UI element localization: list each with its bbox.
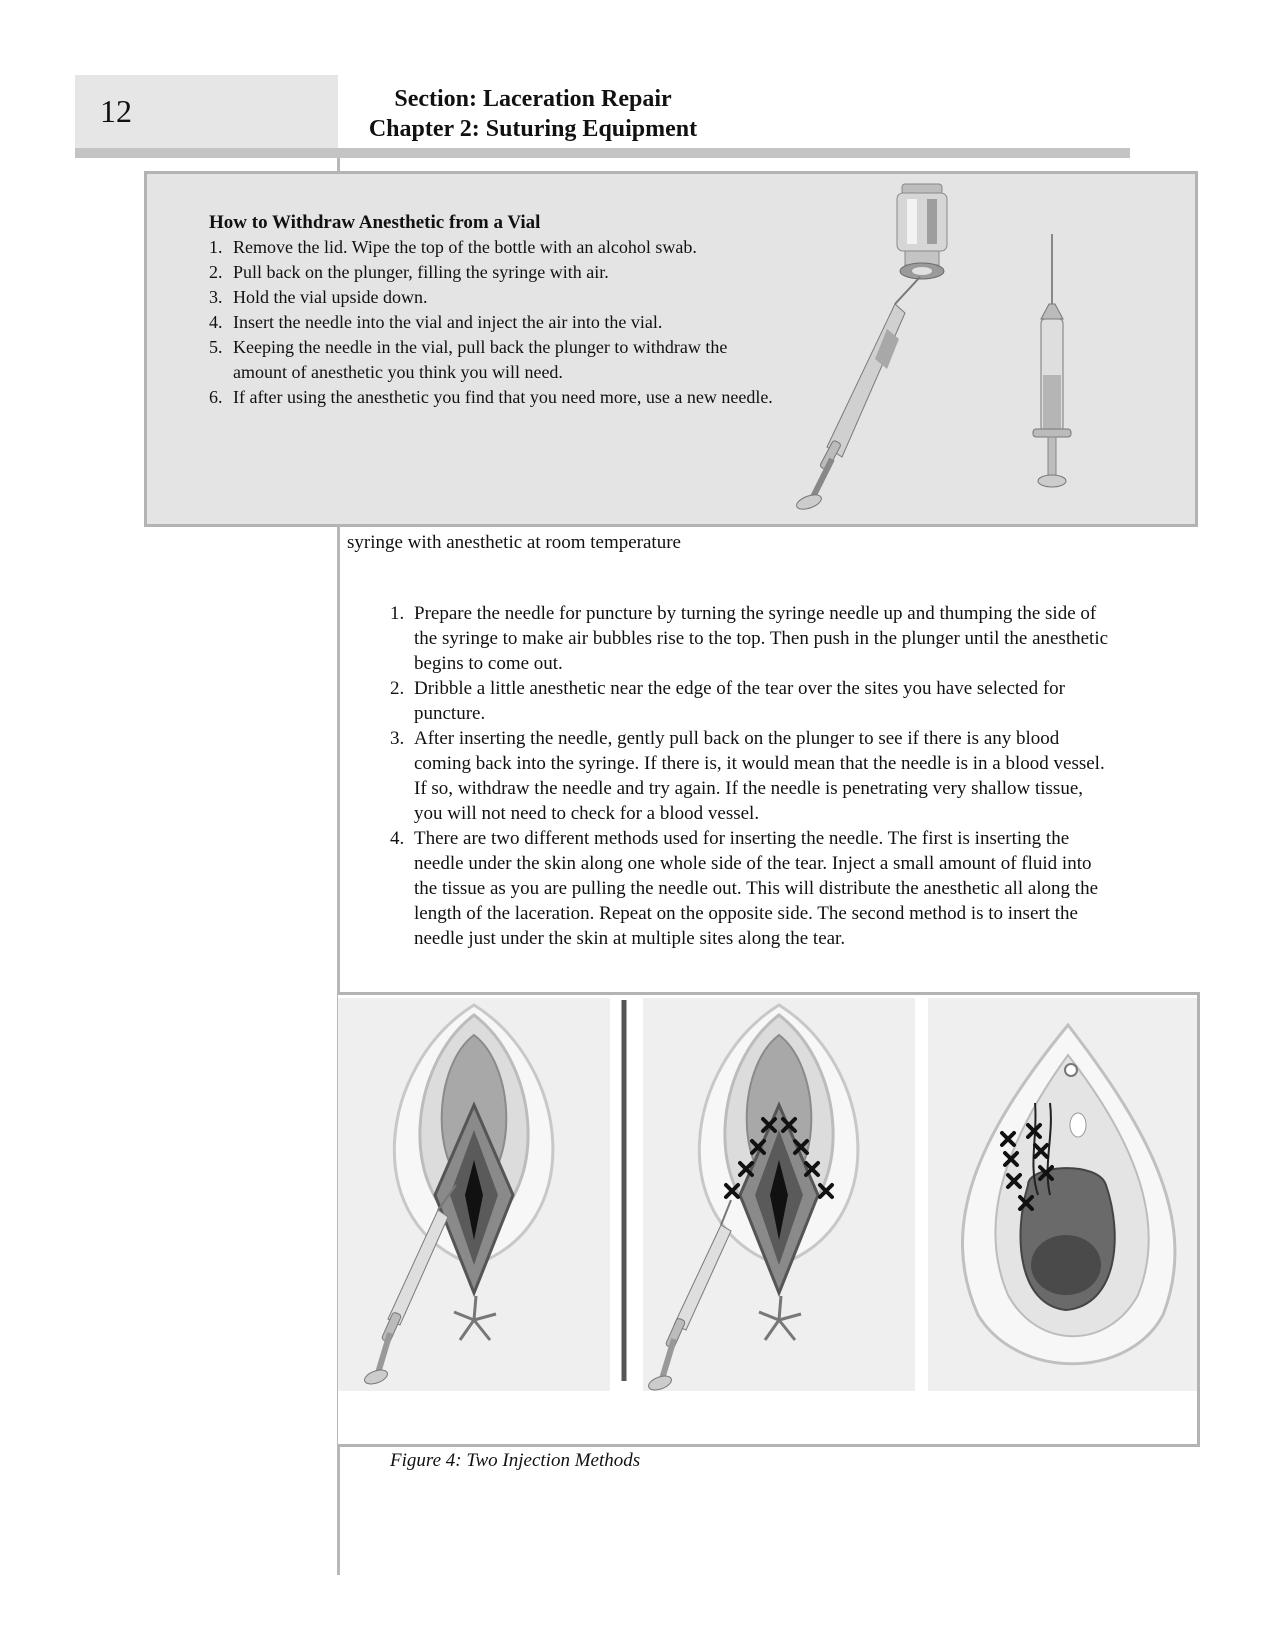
callout-box [144,171,1198,527]
callout-step: 4. Insert the needle into the vial and inject the air into the vial. [209,312,663,332]
injection-methods-illustration [338,995,1197,1444]
callout-step: 6. If after using the anesthetic you find that you need more, use a new needle. [209,387,773,407]
section-title: Section: Laceration Repair [394,86,672,112]
panel-tear-closeup [928,998,1197,1391]
page-header [338,84,728,144]
callout-text [209,210,779,410]
injection-steps [390,601,1110,951]
vial-syringe-illustration [787,179,1087,519]
chapter-title: Chapter 2: Suturing Equipment [368,116,698,142]
callout-step: 1. Remove the lid. Wipe the top of the bottle with an alcohol swab. [209,237,697,257]
panel-method-one [338,998,610,1391]
header-rule [75,148,1130,158]
upright-syringe-icon [1033,234,1071,487]
step-item: 4. There are two different methods used for inserting the needle. The first is inserting the needle under the skin along one whole side of the tear. Inject a small amount of fluid into the tissue as you are pulling the needle out. This will distribute the anesthetic all along the length of the laceration. Repeat on the opposite side. The second method is to insert the needle just under the skin at multiple sites along the tear. [390,828,1099,949]
callout-steps [209,235,779,410]
figure-caption: Figure 4: Two Injection Methods [390,1450,641,1471]
callout-step: 2. Pull back on the plunger, filling the syringe with air. [209,262,609,282]
page-number: 12 [100,93,132,129]
callout-title: How to Withdraw Anesthetic from a Vial [209,212,541,233]
callout-step: 3. Hold the vial upside down. [209,287,428,307]
panel-method-two [643,998,915,1393]
callout-step: 5. Keeping the needle in the vial, pull back the plunger to withdraw the amount of anesthetic you think you will need. [209,337,728,382]
step-item: 1. Prepare the needle for puncture by turning the syringe needle up and thumping the side of the syringe to make air bubbles rise to the top. Then push in the plunger until the anesthetic begins to come out. [390,603,1109,674]
syringe-note: syringe with anesthetic at room temperature [347,532,681,553]
step-item: 3. After inserting the needle, gently pull back on the plunger to see if there is any blood coming back into the syringe. If there is, it would mean that the needle is in a blood vessel. If so, withdraw the needle and try again. If the needle is penetrating very shallow tissue, you will not need to check for a blood vessel. [390,728,1105,824]
tilted-syringe-icon [795,277,920,512]
figure-box [338,992,1200,1447]
step-item: 2. Dribble a little anesthetic near the edge of the tear over the sites you have selected for puncture. [390,678,1066,724]
vial-icon [897,184,947,279]
